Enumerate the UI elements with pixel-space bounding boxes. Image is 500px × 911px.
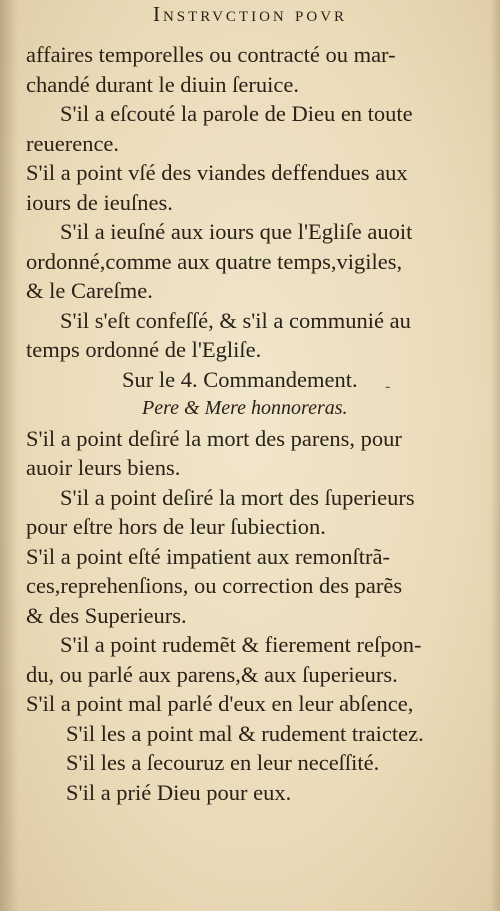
- text-line: & le Careſme.: [26, 278, 153, 303]
- text-line: S'il a point eſté impatient aux remonſtrã-: [26, 543, 390, 569]
- text-line: S'il a point deſiré la mort des parens, pour: [26, 425, 402, 451]
- text-line: S'il a ieuſné aux iours que l'Egliſe auoit: [60, 219, 413, 244]
- text-line: S'il les a point mal & rudement traictez.: [66, 720, 424, 746]
- text-line: S'il a prié Dieu pour eux.: [66, 779, 292, 805]
- text-line: iours de ieuſnes.: [26, 189, 173, 215]
- text-line: chandé durant le diuin ſeruice.: [26, 71, 300, 97]
- text-line: ordonné,comme aux quatre temps,vigiles,: [26, 248, 403, 274]
- text-line: S'il a point rudemẽt & fierement reſpon-: [60, 632, 422, 657]
- text-line: S'il s'eſt confeſſé, & s'il a communié au: [60, 307, 411, 333]
- text-line: & des Superieurs.: [26, 602, 187, 628]
- text-line: du, ou parlé aux parens,& aux ſuperieurs.: [26, 661, 398, 687]
- text-line: auoir leurs biens.: [26, 455, 181, 480]
- section-subheading: Pere & Mere honnoreras.: [142, 397, 348, 419]
- text-line: affaires temporelles ou contracté ou mar-: [26, 42, 396, 67]
- text-line: pour eſtre hors de leur ſubiection.: [26, 514, 326, 539]
- text-line: S'il a eſcouté la parole de Dieu en toute: [60, 101, 413, 126]
- text-line: S'il les a ſecouruz en leur neceſſité.: [66, 750, 380, 775]
- text-line: ces,reprehenſions, ou correction des parẽs: [26, 573, 403, 598]
- text-line: temps ordonné de l'Egliſe.: [26, 337, 262, 362]
- text-line: reuerence.: [26, 130, 120, 156]
- text-line: S'il a point deſiré la mort des ſuperieurs: [60, 484, 415, 510]
- margin-mark: -: [385, 378, 391, 395]
- section-heading: Sur le 4. Commandement.: [122, 366, 358, 392]
- text-line: S'il a point mal parlé d'eux en leur abſence,: [26, 691, 414, 716]
- text-line: S'il a point vſé des viandes deffendues aux: [26, 160, 408, 185]
- running-head: Instrvction povr: [152, 2, 348, 26]
- gutter-shadow: [0, 0, 18, 911]
- page-edge-shadow: [490, 0, 500, 911]
- text-block: [26, 40, 488, 807]
